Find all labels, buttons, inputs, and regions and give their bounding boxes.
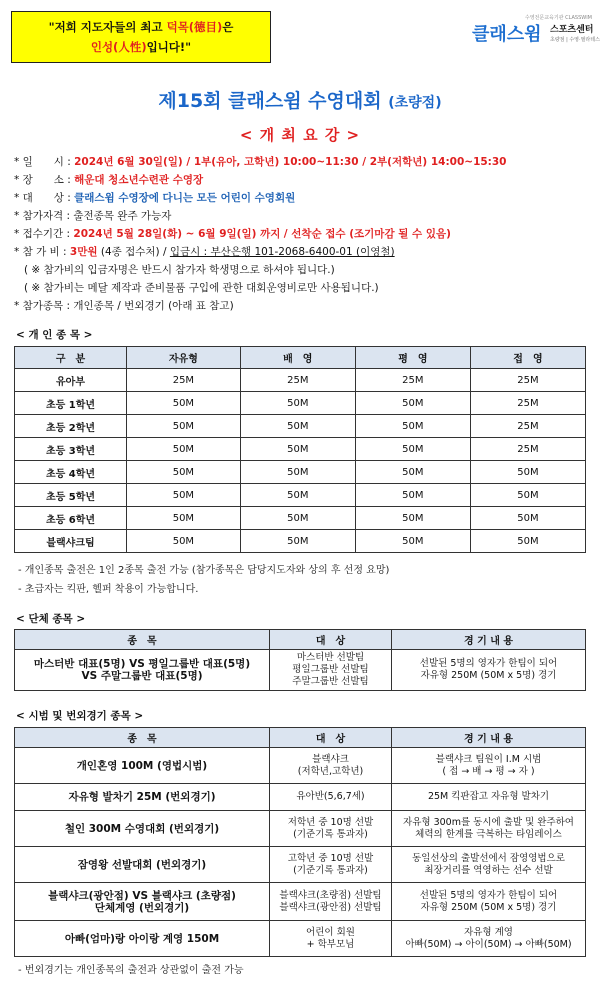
cell-line: 아빠(엄마)랑 아이랑 계영 150M [64, 932, 220, 945]
target-cell [270, 650, 392, 691]
target-cell [270, 811, 392, 847]
table-row [15, 507, 586, 530]
grade-cell: 초등 4학년 [15, 461, 127, 484]
cell-line: 마스터반 대표(5명) VS 평일그룹반 대표(5명) [33, 658, 251, 670]
table-row [15, 847, 586, 883]
content-cell [392, 921, 586, 957]
cell-line: 평일그룹반 선발팀 [292, 664, 369, 675]
cell-line: (기준기록 통과자) [293, 828, 368, 840]
cell-line: 잠영왕 선발대회 (번외경기) [77, 858, 207, 871]
content-cell [392, 784, 586, 811]
cell-line: 어린이 회원 [306, 926, 355, 938]
content-cell [392, 650, 586, 691]
table-row [15, 369, 586, 392]
cell-line: 자유형 계영 [464, 926, 513, 938]
cell-line: 유아반(5,6,7세) [296, 791, 365, 802]
column-header: 종 목 [15, 630, 270, 650]
distance-cell: 50M [240, 438, 355, 461]
table-row [15, 461, 586, 484]
info-events: * 참가종목 : 개인종목 / 번외경기 (아래 표 참고) [14, 300, 234, 312]
distance-cell: 50M [355, 415, 470, 438]
distance-cell: 50M [127, 392, 241, 415]
distance-cell: 25M [240, 369, 355, 392]
target-cell [270, 883, 392, 921]
table-row [15, 748, 586, 784]
cell-line: ( 접 → 배 → 평 → 자 ) [442, 765, 535, 777]
page-subtitle: < 개 최 요 강 > [239, 126, 361, 144]
distance-cell: 25M [470, 392, 585, 415]
distance-cell: 50M [240, 392, 355, 415]
event-name-cell [15, 784, 270, 811]
target-cell [270, 748, 392, 784]
cell-line: 마스터반 선발팀 [296, 652, 365, 663]
team-events-table [14, 629, 586, 691]
distance-cell: 50M [240, 484, 355, 507]
cell-line: 고학년 중 10명 선발 [287, 852, 374, 864]
cell-line: 자유형 300m를 동시에 출발 및 완주하여 [403, 816, 574, 828]
distance-cell: 50M [127, 438, 241, 461]
cell-line: + 학부모님 [306, 938, 355, 950]
section-team: < 단체 종목 > [16, 613, 86, 625]
column-header: 자유형 [127, 347, 241, 369]
target-cell [270, 784, 392, 811]
distance-cell: 50M [355, 507, 470, 530]
distance-cell: 50M [240, 461, 355, 484]
grade-cell: 유아부 [15, 369, 127, 392]
info-period: * 접수기간 : 2024년 5월 28일(화) ~ 6월 9일(일) 까지 / 선착순 접수 (조기마감 될 수 있음) [14, 228, 451, 240]
cell-line: 블랙샤크 팀원이 I.M 시범 [435, 753, 542, 765]
grade-cell: 초등 6학년 [15, 507, 127, 530]
distance-cell: 50M [470, 507, 585, 530]
cell-line: 철인 300M 수영대회 (번외경기) [64, 822, 220, 835]
info-note-1: ( ※ 참가비의 입금자명은 반드시 참가자 학생명으로 하셔야 됩니다.) [24, 264, 335, 276]
table-row [15, 883, 586, 921]
distance-cell: 50M [127, 461, 241, 484]
distance-cell: 50M [470, 530, 585, 553]
cell-line: 블랙샤크(광안점) VS 블랙샤크 (초량점) [48, 889, 236, 902]
cell-line: 단체계영 (번외경기) [94, 901, 190, 914]
table-row [15, 438, 586, 461]
cell-line: 블랙샤크(광안점) 선발팀 [279, 901, 382, 913]
distance-cell: 50M [355, 461, 470, 484]
info-fee: * 참 가 비 : 3만원 (4종 접수처) / 입금시 : 부산은행 101-2068-6400-01 (이영철) [14, 246, 395, 258]
event-name-cell [15, 883, 270, 921]
section-exhibition: < 시범 및 번외경기 종목 > [16, 710, 144, 722]
distance-cell: 25M [470, 415, 585, 438]
cell-line: 선발된 5명의 영자가 한팀이 되어 [419, 658, 558, 669]
table-row [15, 650, 586, 691]
cell-line: 선발된 5명의 영자가 한팀이 되어 [419, 889, 558, 901]
cell-line: 최장거리를 역영하는 선수 선발 [424, 864, 553, 876]
cell-line: 저학년 중 10명 선발 [287, 816, 374, 828]
column-header: 대 상 [270, 630, 392, 650]
column-header: 배 영 [240, 347, 355, 369]
cell-line: (저학년,고학년) [297, 765, 364, 777]
distance-cell: 50M [127, 415, 241, 438]
content-cell [392, 883, 586, 921]
exhibition-note: - 번외경기는 개인종목의 출전과 상관없이 출전 가능 [18, 965, 244, 976]
cell-line: 블랙샤크 [312, 753, 349, 765]
cell-line: VS 주말그룹반 대표(5명) [81, 670, 203, 682]
exhibition-events-table [14, 727, 586, 957]
column-header: 대 상 [270, 728, 392, 748]
target-cell [270, 847, 392, 883]
grade-cell: 초등 2학년 [15, 415, 127, 438]
distance-cell: 50M [355, 530, 470, 553]
table-row [15, 921, 586, 957]
distance-cell: 25M [355, 369, 470, 392]
cell-line: (기준기록 통과자) [293, 864, 368, 876]
distance-cell: 50M [127, 507, 241, 530]
table-row [15, 392, 586, 415]
table-row [15, 484, 586, 507]
distance-cell: 50M [355, 392, 470, 415]
event-name-cell [15, 921, 270, 957]
column-header: 경 기 내 용 [392, 630, 586, 650]
distance-cell: 50M [240, 530, 355, 553]
info-date: * 일 시 : 2024년 6월 30일(일) / 1부(유아, 고학년) 10:00~11:30 / 2부(저학년) 14:00~15:30 [14, 156, 507, 168]
column-header: 구 분 [15, 347, 127, 369]
content-cell [392, 748, 586, 784]
distance-cell: 50M [127, 484, 241, 507]
page-title: 제15회 클래스윔 수영대회 (초량점) [158, 90, 442, 112]
distance-cell: 25M [470, 438, 585, 461]
motto-box [11, 11, 271, 63]
content-cell [392, 847, 586, 883]
info-note-2: ( ※ 참가비는 메달 제작과 준비물품 구입에 관한 대회운영비로만 사용됩니다.) [24, 282, 379, 294]
target-cell [270, 921, 392, 957]
info-target: * 대 상 : 클래스윔 수영장에 다니는 모든 어린이 수영회원 [14, 192, 296, 204]
cell-line: 개인혼영 100M (영법시범) [76, 759, 208, 772]
cell-line: 자유형 250M (50M x 5명) 경기 [420, 670, 557, 681]
individual-note-1: - 개인종목 출전은 1인 2종목 출전 가능 (참가종목은 담당지도자와 상의 후 선정 요망) [18, 565, 390, 576]
distance-cell: 50M [127, 530, 241, 553]
distance-cell: 50M [240, 415, 355, 438]
content-cell [392, 811, 586, 847]
grade-cell: 초등 3학년 [15, 438, 127, 461]
cell-line: 자유형 250M (50M x 5명) 경기 [420, 901, 557, 913]
section-individual: < 개 인 종 목 > [16, 329, 93, 341]
column-header: 접 영 [470, 347, 585, 369]
classwim-logo: 수영전문교육기관 CLASSWIM 클래스윔 스포츠센터 초량점 | 수영·필라테스 [472, 15, 600, 45]
info-qualification: * 참가자격 : 출전종목 완주 가능자 [14, 210, 172, 222]
cell-line: 체력의 한계를 극복하는 타임레이스 [415, 828, 562, 840]
distance-cell: 25M [127, 369, 241, 392]
individual-note-2: - 초급자는 킥판, 헬퍼 착용이 가능합니다. [18, 584, 199, 595]
event-name-cell [15, 847, 270, 883]
cell-line: 동일선상의 출발선에서 잠영영법으로 [412, 852, 565, 864]
cell-line: 아빠(50M) → 아이(50M) → 아빠(50M) [405, 938, 572, 950]
distance-cell: 50M [355, 438, 470, 461]
table-row [15, 530, 586, 553]
distance-cell: 50M [470, 461, 585, 484]
cell-line: 25M 킥판잡고 자유형 발차기 [427, 791, 550, 802]
event-name-cell [15, 650, 270, 691]
event-name-cell [15, 811, 270, 847]
individual-events-table [14, 346, 586, 553]
cell-line: 블랙샤크(초량점) 선발팀 [279, 889, 382, 901]
grade-cell: 블랙샤크팀 [15, 530, 127, 553]
column-header: 경 기 내 용 [392, 728, 586, 748]
cell-line: 자유형 발차기 25M (번외경기) [68, 791, 216, 803]
table-row [15, 811, 586, 847]
column-header: 종 목 [15, 728, 270, 748]
info-venue: * 장 소 : 해운대 청소년수련관 수영장 [14, 174, 204, 186]
distance-cell: 25M [470, 369, 585, 392]
event-name-cell [15, 748, 270, 784]
grade-cell: 초등 5학년 [15, 484, 127, 507]
table-row [15, 415, 586, 438]
motto-line-2: 인성(人性)입니다!" [90, 40, 192, 54]
grade-cell: 초등 1학년 [15, 392, 127, 415]
distance-cell: 50M [240, 507, 355, 530]
distance-cell: 50M [470, 484, 585, 507]
motto-line-1: "저희 지도자들의 최고 덕목(德目)은 [48, 20, 234, 34]
cell-line: 주말그룹반 선발팀 [292, 676, 369, 687]
column-header: 평 영 [355, 347, 470, 369]
table-row [15, 784, 586, 811]
distance-cell: 50M [355, 484, 470, 507]
